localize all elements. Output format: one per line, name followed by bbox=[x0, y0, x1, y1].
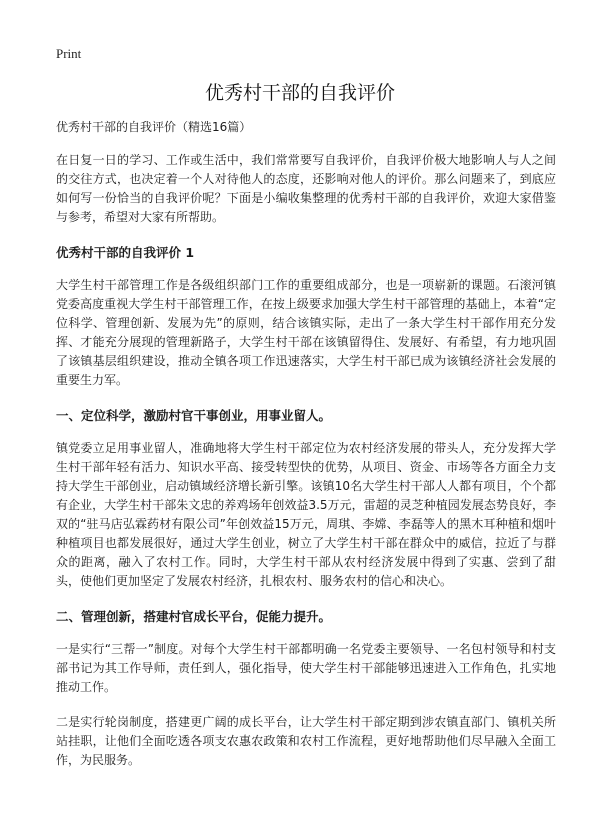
section-heading: 优秀村干部的自我评价 1 bbox=[56, 245, 195, 260]
subsection-paragraph-2b: 二是实行轮岗制度，搭建更广阔的成长平台，让大学生村干部定期到涉农镇直部门、镇机关所站挂职，让他们全面吃透各项支农惠农政策和农村工作流程，更好地帮助他们尽早融入全面工作，为民服务。 bbox=[56, 715, 556, 767]
print-link[interactable]: Print bbox=[56, 46, 82, 61]
subsection-heading-1: 一、定位科学，激励村官干事创业，用事业留人。 bbox=[56, 408, 332, 423]
intro-paragraph: 在日复一日的学习、工作或生活中，我们常常要写自我评价，自我评价极大地影响人与人之间的交往方式，也决定着一个人对待他人的态度，还影响对他人的评价。那么问题来了，到底应如何写一份恰当的自我评价呢？下面是小编收集整理的优秀村干部的自我评价，欢迎大家借鉴与参考，希望对大家有所帮助。 bbox=[56, 153, 556, 224]
subsection-heading-2: 二、管理创新，搭建村官成长平台，促能力提升。 bbox=[56, 609, 332, 624]
page-title: 优秀村干部的自我评价 bbox=[204, 82, 395, 104]
article-body bbox=[56, 118, 556, 786]
section-paragraph: 大学生村干部管理工作是各级组织部门工作的重要组成部分，也是一项崭新的课题。石滚河镇党委高度重视大学生村干部管理工作，在按上级要求加强大学生村干部管理的基础上，本着“定位科学、管理创新、发展为先”的原则，结合该镇实际，走出了一条大学生村干部作用充分发挥、才能充分展现的管理新路子，大学生村干部在该镇留得住、发展好、有希望，有力地巩固了该镇基层组织建设，推动全镇各项工作迅速落实，大学生村干部已成为该镇经济社会发展的重要生力军。 bbox=[56, 278, 556, 387]
subsection-paragraph-1: 镇党委立足用事业留人，准确地将大学生村干部定位为农村经济发展的带头人，充分发挥大学生村干部年轻有活力、知识水平高、接受转型快的优势，从项目、资金、市场等各方面全力支持大学生干部创业，启动镇域经济增长新引擎。该镇10名大学生村干部人人都有项目，个个都有企业，大学生村干部朱文忠的养鸡场年创效益3.5万元，雷超的灵芝种植园发展态势良好，李双的“驻马店弘霖药材有限公司”年创效益15万元，周琪、李嫦、李磊等人的黑木耳种植和烟叶种植项目也都发展很好，通过大学生创业，树立了大学生村干部在群众中的威信，拉近了与群众的距离，融入了农村工作。同时，大学生村干部从农村经济发展中得到了实惠、尝到了甜头，使他们更加坚定了发展农村经济，扎根农村、服务农村的信心和决心。 bbox=[56, 441, 556, 588]
subsection-paragraph-2a: 一是实行“三帮一”制度。对每个大学生村干部都明确一名党委主要领导、一名包村领导和村支部书记为其工作导师，责任到人，强化指导，使大学生村干部能够迅速进入工作角色，扎实地推动工作。 bbox=[56, 642, 556, 694]
article-subtitle: 优秀村干部的自我评价（精选16篇） bbox=[56, 120, 252, 134]
